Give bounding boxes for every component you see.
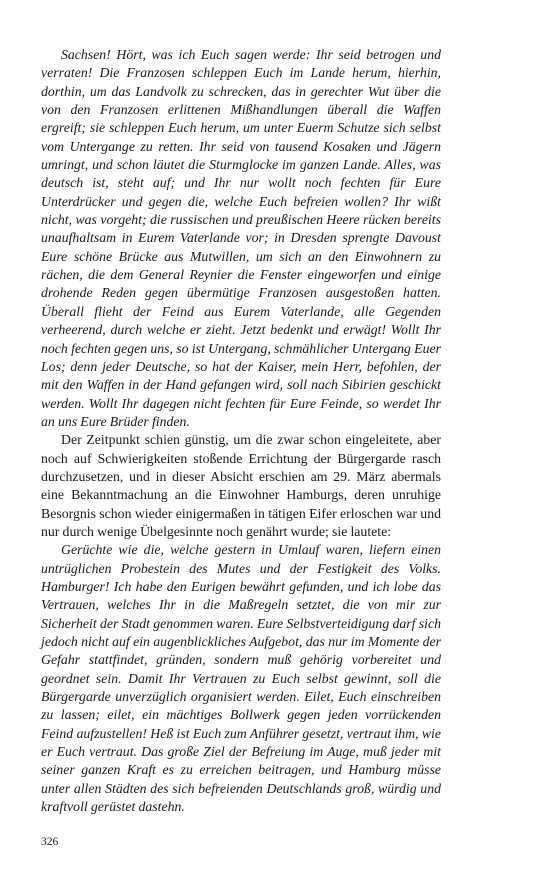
page-body (41, 46, 441, 816)
paragraph-3: Gerüchte wie die, welche gestern in Umlauf waren, liefern einen untrüglichen Probestein des Mutes und der Festigkeit des Volks. Hamburger! Ich habe den Eurigen bewährt gefunden, und ich lobe das Vertrauen, welches Ihr in die Maßregeln setztet, die von mir zur Sicherheit der Stadt genommen waren. Eure Selbstverteidigung darf sich jedoch nicht auf ein augenblickliches Aufgebot, das nur im Momente der Gefahr stattfindet, gründen, sondern muß gehörig vorbereitet und geordnet sein. Damit Ihr Vertrauen zu Euch selbst gewinnt, soll die Bürgergarde unverzüglich organisiert werden. Eilet, Euch einschreiben zu lassen; eilet, ein mächtiges Bollwerk gegen jeden vorrückenden Feind aufzustellen! Heß ist Euch zum Anführer gesetzt, vertraut ihm, wie er Euch vertraut. Das große Ziel der Befreiung im Auge, muß jeder mit seiner ganzen Kraft es zu erreichen beitragen, und Hamburg müsse unter allen Städten des sich befreienden Deutschlands groß, würdig und kraftvoll gerüstet dastehn. (41, 542, 441, 815)
narrative-paragraph (41, 431, 441, 541)
proclamation-to-saxons (41, 46, 441, 431)
proclamation-to-hamburg (41, 541, 441, 816)
paragraph-2: Der Zeitpunkt schien günstig, um die zwar schon eingeleitete, aber noch auf Schwierigkeiten stoßende Errichtung der Bürgergarde rasch durchzusetzen, und in dieser Absicht erschien am 29. März abermals eine Bekanntmachung an die Einwohner Hamburgs, deren unruhige Besorgnis schon wieder einigermaßen in tätigen Eifer erloschen war und nur durch wenige Übelgesinnte noch genährt wurde; sie lautete: (41, 432, 441, 539)
paragraph-1: Sachsen! Hört, was ich Euch sagen werde: Ihr seid betrogen und verraten! Die Franzosen schleppen Euch im Lande herum, hierhin, dorthin, um das Landvolk zu schrecken, das in gerechter Wut über die von den Franzosen erlittenen Mißhandlungen überall die Waffen ergreift; sie schleppen Euch herum, um unter Euerm Schutze sich selbst vom Untergange zu retten. Ihr seid von tausend Kosaken und Jägern umringt, und schon läutet die Sturmglocke im ganzen Lande. Alles, was deutsch ist, steht auf; und Ihr nur wollt noch fechten für Eure Unterdrücker und gegen die, welche Euch befreien wollen? Ihr wißt nicht, was vorgeht; die russischen und preußischen Heere rücken bereits unaufhaltsam in Eurem Vaterlande vor; in Dresden sprengte Davoust Eure schöne Brücke aus Mutwillen, um sich an den Einwohnern zu rächen, die dem General Reynier die Fenster eingeworfen und einige drohende Reden gegen übermütige Franzosen ausgestoßen hatten. Überall flieht der Feind aus Eurem Vaterlande, alle Gegenden verheerend, durch welche er zieht. Jetzt bedenkt und erwägt! Wollt Ihr noch fechten gegen uns, so ist Untergang, schmählicher Untergang Euer Los; denn jeder Deutsche, so hat der Kaiser, mein Herr, befohlen, der mit den Waffen in der Hand gefangen wird, soll nach Sibirien geschickt werden. Wollt Ihr dagegen nicht fechten für Eure Feinde, so werdet Ihr an uns Eure Brüder finden. (41, 47, 441, 429)
page-number: 326 (41, 836, 59, 848)
